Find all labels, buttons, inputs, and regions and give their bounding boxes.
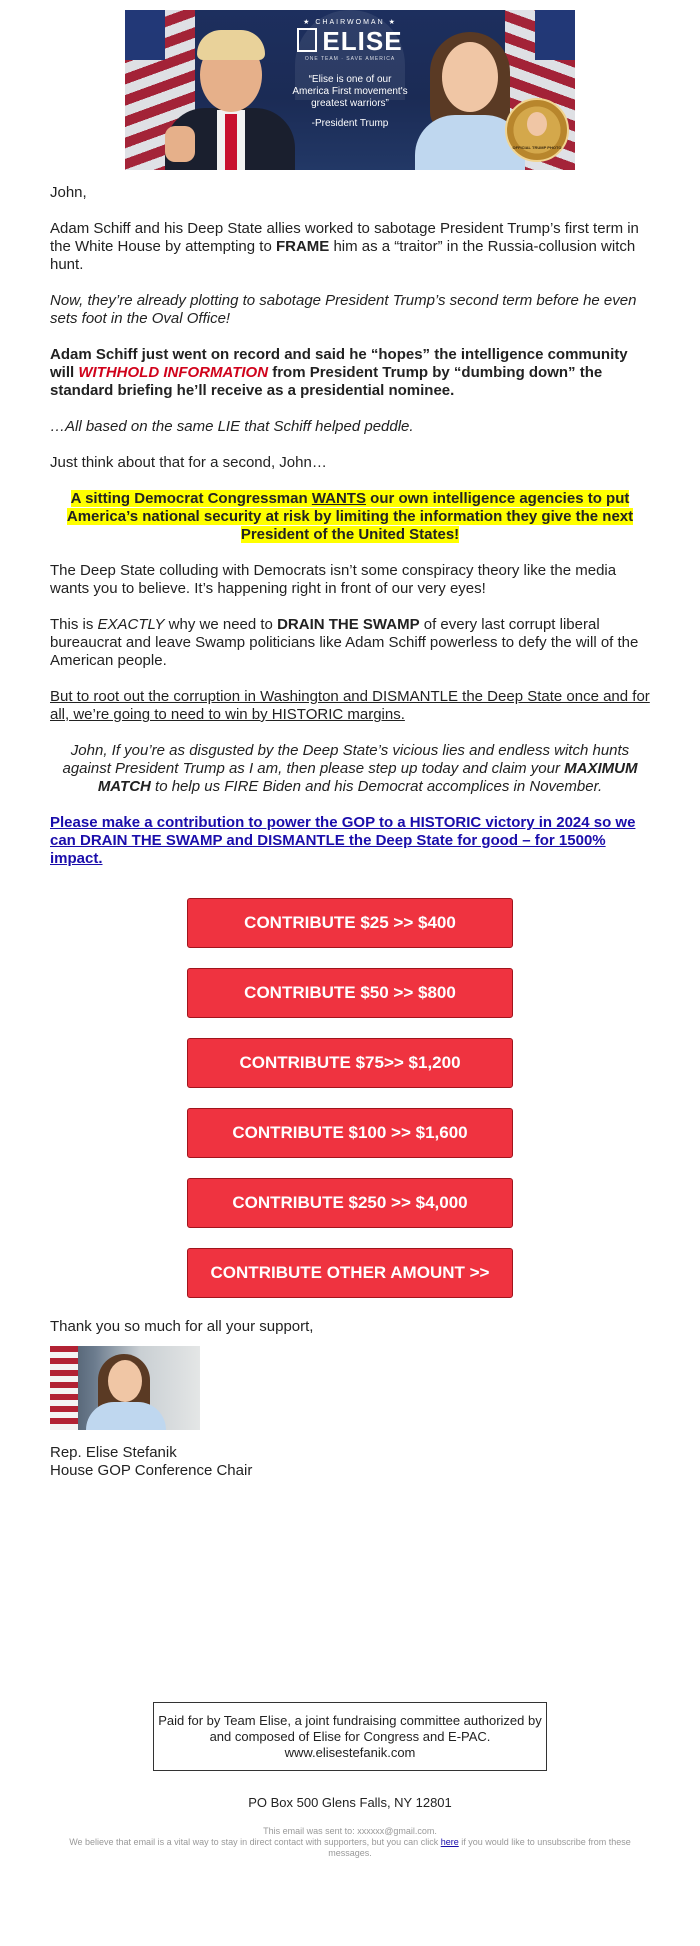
logo-wordmark: ELISE [322,26,403,56]
banner-quote-attribution: -President Trump [311,118,389,129]
contribute-250-button[interactable]: CONTRIBUTE $250 >> $4,000 [187,1178,513,1228]
sent-to-line: This email was sent to: xxxxxx@gmail.com. [263,1826,437,1836]
logo-subtitle: ★ CHAIRWOMAN ★ [303,19,397,26]
seal-text: OFFICIAL TRUMP PHOTO [512,145,562,150]
contribution-buttons [50,898,650,1298]
contribute-75-button[interactable]: CONTRIBUTE $75>> $1,200 [187,1038,513,1088]
header-banner-image [125,10,575,170]
paragraph-4: …All based on the same LIE that Schiff helped peddle. [50,418,414,435]
highlighted-paragraph: A sitting Democrat Congressman WANTS our own intelligence agencies to put America’s national security at risk by limiting the information they give the next President of the United States! [66,490,634,543]
elise-logo [290,18,410,129]
logo-tagline: ONE TEAM · SAVE AMERICA [304,56,396,62]
signature-name: Rep. Elise Stefanik [50,1444,177,1461]
signature-title: House GOP Conference Chair [50,1462,253,1479]
email-body [0,184,700,1480]
contribution-cta-link[interactable]: Please make a contribution to power the GOP to a HISTORIC victory in 2024 so we can DRAIN THE SWAMP and DISMANTLE the Deep State for good – for 1500% impact. [50,814,636,867]
unsubscribe-link[interactable]: here [440,1837,459,1847]
unsubscribe-notice: This email was sent to: xxxxxx@gmail.com. We believe that email is a vital way to stay in direct contact with supporters, but you can click here if you would like to unsubscribe from these messages. [0,1826,700,1859]
paragraph-8: This is EXACTLY why we need to DRAIN THE SWAMP of every last corrupt liberal bureaucrat and leave Swamp politicians like Adam Schiff powerless to defy the will of the American people. [50,616,639,669]
paragraph-5: Just think about that for a second, John… [50,454,327,471]
signature-photo [50,1346,200,1430]
paragraph-10: John, If you’re as disgusted by the Deep State’s vicious lies and endless witch hunts against President Trump as I am, then please step up today and claim your MAXIMUM MATCH to help us FIRE Biden and his Democrat accomplices in November. [62,742,638,795]
banner-quote: “Elise is one of our America First movement's greatest warriors” [292,74,408,109]
paragraph-9: But to root out the corruption in Washington and DISMANTLE the Deep State once and for all, we’re going to need to win by HISTORIC margins. [50,688,650,723]
trump-photo [165,20,295,170]
thumbs-up-icon [165,126,195,162]
contribute-25-button[interactable]: CONTRIBUTE $25 >> $400 [187,898,513,948]
thank-you-line: Thank you so much for all your support, [50,1318,314,1335]
contribute-50-button[interactable]: CONTRIBUTE $50 >> $800 [187,968,513,1018]
paragraph-7: The Deep State colluding with Democrats isn’t some conspiracy theory like the media wants you to believe. It’s happening right in front of our very eyes! [50,562,617,597]
paragraph-3: Adam Schiff just went on record and said he “hopes” the intelligence community will WITHHOLD INFORMATION from President Trump by “dumbing down” the standard briefing he’ll receive as a presidential nominee. [50,346,628,399]
paragraph-1: Adam Schiff and his Deep State allies worked to sabotage President Trump’s first term in the White House by attempting to FRAME him as a “traitor” in the Russia-collusion witch hunt. [50,220,639,273]
logo-e-mark-icon [297,28,317,52]
greeting: John, [50,184,87,201]
mailing-address: PO Box 500 Glens Falls, NY 12801 [248,1795,452,1810]
contribute-100-button[interactable]: CONTRIBUTE $100 >> $1,600 [187,1108,513,1158]
contribute-other-amount-button[interactable]: CONTRIBUTE OTHER AMOUNT >> [187,1248,513,1298]
paid-for-disclaimer: Paid for by Team Elise, a joint fundraising committee authorized by and composed of Elise for Congress and E-PAC. www.elisestefanik.com [153,1702,547,1771]
official-trump-seal-icon [505,98,569,162]
paragraph-2: Now, they’re already plotting to sabotage President Trump’s second term before he even sets foot in the Oval Office! [50,292,637,327]
email-container [0,10,700,1859]
